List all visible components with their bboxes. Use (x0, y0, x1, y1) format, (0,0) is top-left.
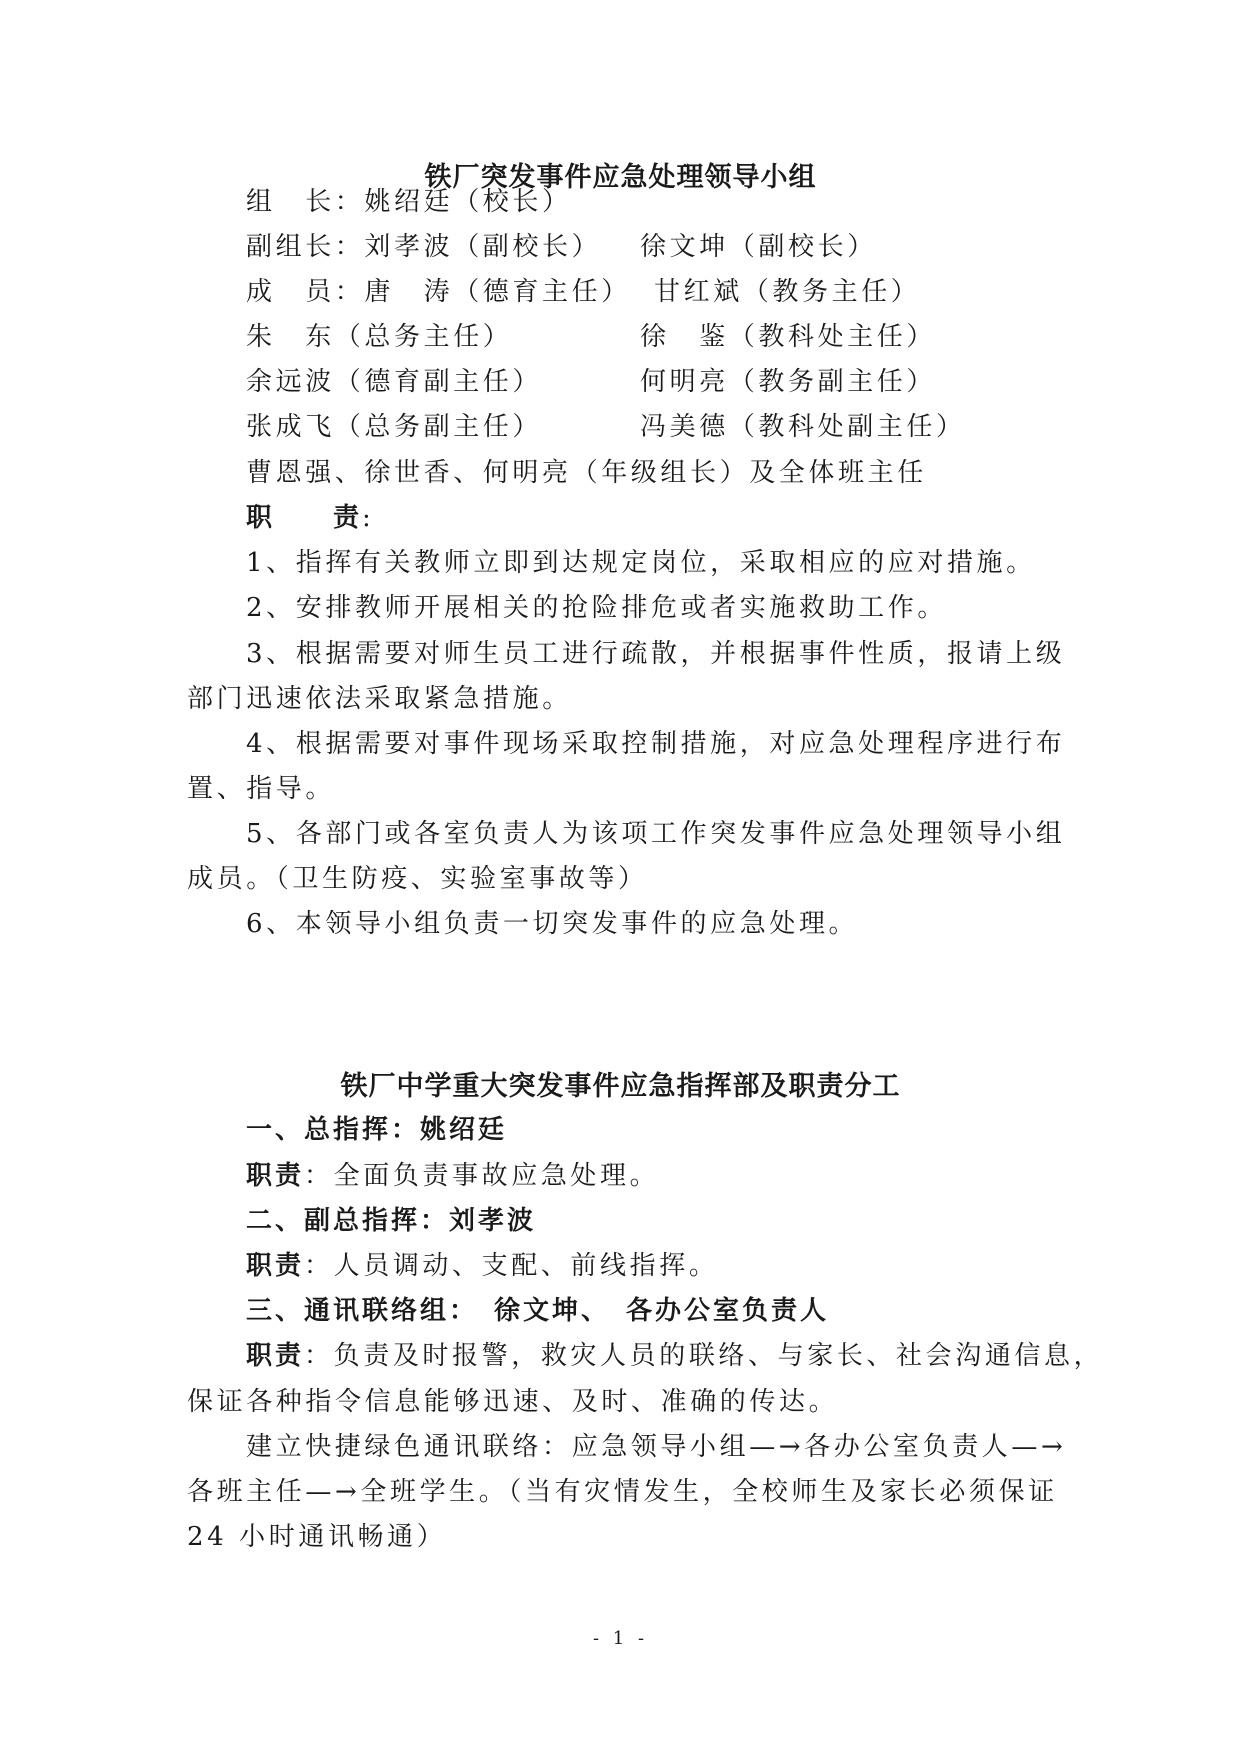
communication-duty-line2: 保证各种指令信息能够迅速、及时、准确的传达。 (187, 1387, 839, 1417)
deputy-commander-heading: 二、副总指挥：刘孝波 (246, 1206, 537, 1236)
commander-duty-text: ：全面负责事故应急处理。 (304, 1161, 660, 1191)
section2-title: 铁厂中学重大突发事件应急指挥部及职责分工 (340, 1071, 901, 1102)
page-number: - 1 - (592, 1628, 649, 1649)
member-row4-b: 何明亮（教务副主任） (640, 367, 937, 397)
deputy-commander-duty-label: 职责 (246, 1251, 305, 1281)
member-row3-b: 徐 鉴（教科处主任） (640, 322, 937, 352)
contact-chain-line1: 建立快捷绿色通讯联络：应急领导小组—→各办公室负责人—→ (246, 1432, 1067, 1462)
members-line-a: 成 员：唐 涛（德育主任） (246, 277, 631, 307)
commander-heading: 一、总指挥：姚绍廷 (246, 1115, 508, 1145)
duty-3-line1: 3、根据需要对师生员工进行疏散，并根据事件性质，报请上级 (246, 639, 1066, 669)
member-row5-b: 冯美德（教科处副主任） (640, 412, 966, 442)
communication-group-heading: 三、通讯联络组： 徐文坤、 各办公室负责人 (246, 1296, 830, 1326)
contact-chain-line3: 24 小时通讯畅通） (187, 1522, 447, 1552)
duty-3-line2: 部门迅速依法采取紧急措施。 (187, 684, 572, 714)
duties-label: 职 责 (246, 503, 363, 533)
duty-6: 6、本领导小组负责一切突发事件的应急处理。 (246, 909, 859, 939)
communication-duty-text: ：负责及时报警，救灾人员的联络、与家长、社会沟通信息， (304, 1341, 1104, 1371)
duty-5-line1: 5、各部门或各室负责人为该项工作突发事件应急处理领导小组 (246, 819, 1066, 849)
communication-duty-line1 (246, 1338, 1103, 1374)
deputy-line-b: 徐文坤（副校长） (640, 232, 877, 262)
commander-duty-label: 职责 (246, 1161, 305, 1191)
duties-heading (246, 500, 374, 536)
duty-4-line1: 4、根据需要对事件现场采取控制措施，对应急处理程序进行布 (246, 729, 1066, 759)
deputy-commander-duty (246, 1248, 718, 1284)
contact-chain-line2: 各班主任—→全班学生。（当有灾情发生，全校师生及家长必须保证 (187, 1477, 1058, 1507)
duty-2: 2、安排教师开展相关的抢险排危或者实施救助工作。 (246, 593, 947, 623)
duty-1: 1、指挥有关教师立即到达规定岗位，采取相应的应对措施。 (246, 548, 1036, 578)
duties-colon: : (362, 503, 375, 533)
duty-5-line2: 成员。（卫生防疫、实验室事故等） (187, 864, 648, 894)
commander-duty (246, 1158, 659, 1194)
deputy-commander-duty-text: ：人员调动、支配、前线指挥。 (304, 1251, 719, 1281)
duty-4-line2: 置、指导。 (187, 774, 336, 804)
deputy-line-a: 副组长：刘孝波（副校长） (246, 232, 602, 262)
member-row4-a: 余远波（德育副主任） (246, 367, 543, 397)
member-row3-a: 朱 东（总务主任） (246, 322, 513, 352)
member-row6: 曹恩强、徐世香、何明亮（年级组长）及全体班主任 (246, 458, 927, 488)
communication-duty-label: 职责 (246, 1341, 305, 1371)
member-row5-a: 张成飞（总务副主任） (246, 412, 543, 442)
section1-title: 铁厂突发事件应急处理领导小组 (424, 162, 817, 193)
members-line-b: 甘红斌（教务主任） (654, 277, 921, 307)
leader-line: 组 长：姚绍廷（校长） (246, 187, 572, 217)
